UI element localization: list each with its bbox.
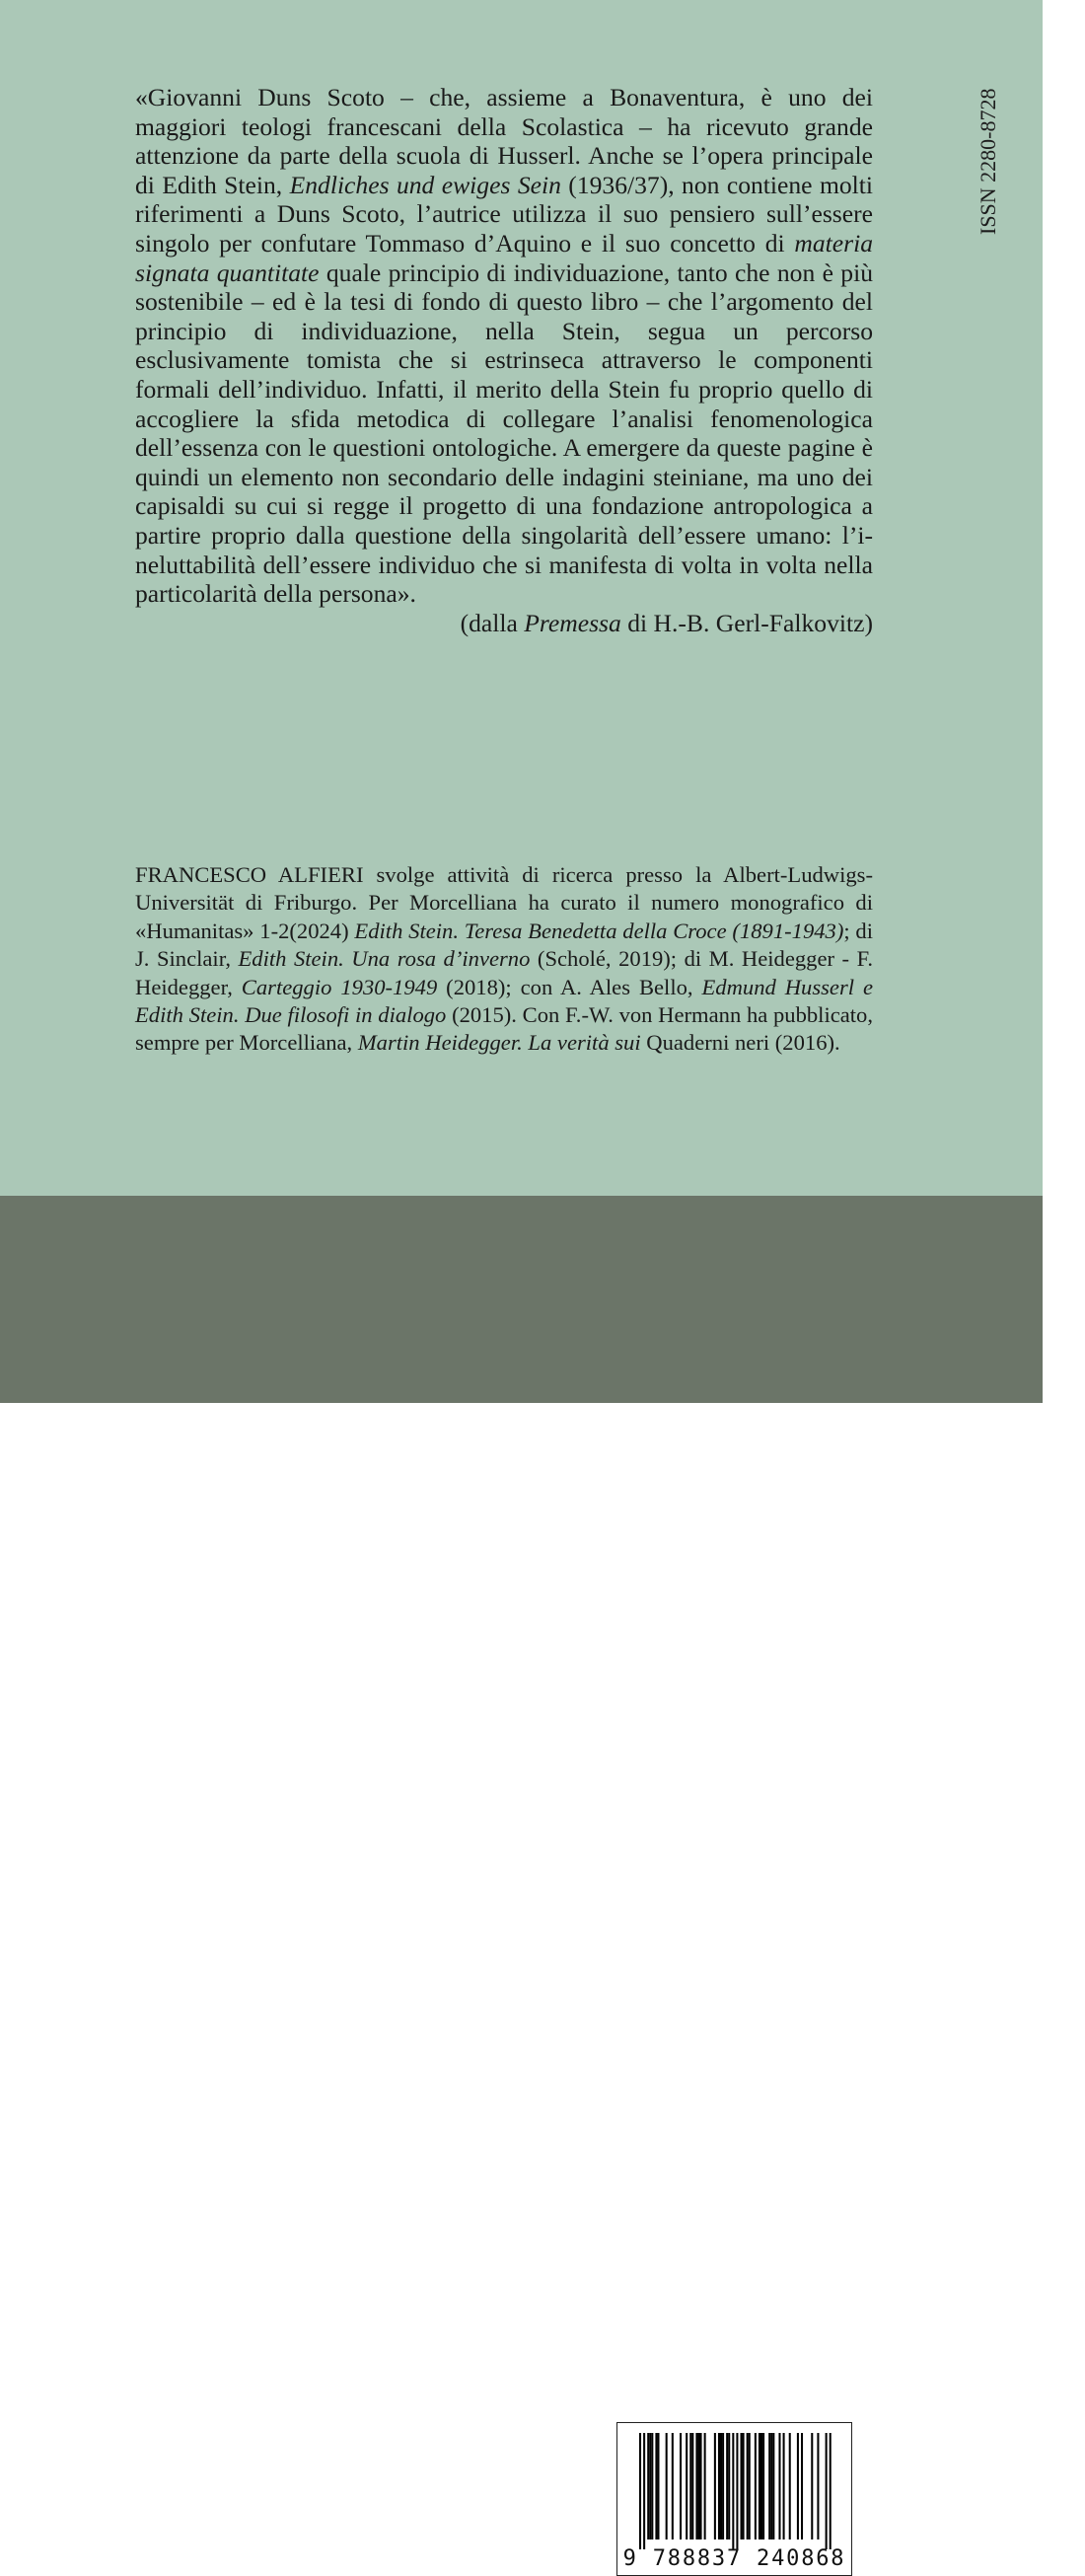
barcode-bar [732, 2433, 734, 2549]
barcode-bar [736, 2433, 738, 2549]
barcode-bar [817, 2433, 819, 2539]
barcode-bar [647, 2433, 649, 2539]
barcode-bar [749, 2433, 751, 2539]
barcode-bar [759, 2433, 760, 2539]
italic-text: Carteggio 1930-1949 [241, 974, 438, 999]
barcode-bar [743, 2433, 745, 2539]
barcode-bar [649, 2433, 651, 2539]
text-segment: (1936/37), non contiene molti riferimenti a Duns Scoto, l’autrice utilizza il suo pensiero sull’essere singolo per confutare Tommaso d’Aquino e il suo concetto di [135, 170, 873, 258]
italic-text: materia signata quantitate [135, 228, 873, 287]
barcode-bar [700, 2433, 702, 2539]
text-segment: ; di J. Sinclair, [135, 918, 873, 972]
barcode-bar [747, 2433, 749, 2539]
text-segment: di H.-B. Gerl-Falkovitz) [620, 608, 873, 637]
text-segment: (Scholé, 2019); di M. Heidegger - F. Heidegger, [135, 946, 873, 999]
barcode-bar [772, 2433, 774, 2539]
text-segment: Quaderni neri (2016). [640, 1030, 840, 1056]
author-bio-text [135, 861, 873, 1058]
italic-text: Martin Heidegger. La verità sui [357, 1030, 641, 1056]
italic-text: Premessa [524, 608, 621, 637]
text-segment: (2018); con A. Ales Bello, [437, 974, 702, 999]
text-segment: (2015). Con F.-W. von Hermann ha pubblicato, sempre per Morcelliana, [135, 1002, 874, 1056]
barcode-bar [768, 2433, 770, 2539]
italic-text: Edith Stein. Una rosa d’inverno [238, 946, 531, 972]
barcode-bar [726, 2433, 728, 2539]
text-segment: (dalla [460, 608, 525, 637]
barcode-bar [666, 2433, 668, 2539]
barcode-bar [741, 2433, 743, 2539]
barcode-bar [722, 2433, 724, 2539]
barcode-bar [672, 2433, 674, 2539]
barcode-bar [760, 2433, 762, 2539]
barcode-bar [680, 2433, 682, 2539]
barcode-bar [651, 2433, 653, 2539]
barcode-bar [689, 2433, 691, 2539]
barcode-bar [704, 2433, 706, 2539]
barcode-bar [718, 2433, 720, 2539]
blurb [135, 83, 873, 637]
barcode-bar [643, 2433, 645, 2549]
barcode-bar [797, 2433, 799, 2539]
barcode-bar [691, 2433, 693, 2539]
blurb-quote [135, 83, 873, 609]
italic-text: Endliches und ewiges Sein [289, 170, 561, 199]
barcode-bar [811, 2433, 813, 2539]
text-segment: «Giovanni Duns Scoto – che, assieme a Bonaventura, è uno dei maggiori teologi francescani della Scolastica – ha ricevuto grande attenzione da parte della scuola di Husserl. Anche se l’opera principale di Edith Stein, [135, 83, 873, 199]
barcode-bar [755, 2433, 757, 2539]
barcode-bar [762, 2433, 764, 2539]
barcode-bar [697, 2433, 699, 2539]
barcode-bar [639, 2433, 641, 2549]
barcode-bar [686, 2433, 687, 2539]
barcode-bar [778, 2433, 780, 2539]
barcode-bar [783, 2433, 785, 2539]
barcode-bar [770, 2433, 772, 2539]
barcode-bar [657, 2433, 659, 2539]
italic-text: Edmund Husserl e Edith Stein. Due filosofi in dialogo [135, 974, 873, 1028]
barcode-bar [826, 2433, 828, 2549]
author-bio [135, 861, 873, 1058]
barcode-bar [695, 2433, 697, 2539]
text-segment: quale principio di individuazione, tanto che non è più sostenibile – ed è la tesi di fondo di questo libro – che l’argomento del principio di individuazione, nella Stein, segua un percorso esclusivamente tomista che si estrinseca attraverso le componenti formali dell’individuo. Infatti, il merito della Stein fu proprio quello di accogliere la sfida metodica di collegare l’analisi fenomenologica dell’essenza con le questioni ontologiche. A emergere da queste pagine è quindi un elemento non secondario delle indagini steiniane, ma uno dei capisaldi su cui si regge il progetto di una fondazione antropologica a partire proprio dalla questione della singolarità dell’essere umano: l’ineluttabilità dell’essere individuo che si manifesta di volta in volta nella particolarità della persona». [135, 258, 874, 609]
blurb-attribution [135, 609, 873, 638]
barcode-bar [801, 2433, 803, 2539]
italic-text: Edith Stein. Teresa Benedetta della Croce (1891-1943) [354, 918, 844, 943]
text-segment: FRANCESCO ALFIERI svolge attività di ricerca presso la Albert-Ludwigs-Universität di Friburgo. Per Morcelliana ha curato il numero monografico di «Humanitas» 1-2(2024) [135, 862, 873, 943]
barcode-bar [728, 2433, 730, 2539]
barcode-bar [720, 2433, 722, 2539]
barcode-bar [714, 2433, 716, 2539]
barcode-digits: 9 788837 240868 [622, 2546, 846, 2571]
issn-label: ISSN 2280-8728 [976, 88, 1000, 235]
bottom-band [0, 1196, 1043, 2571]
barcode-bar [789, 2433, 791, 2539]
barcode-bar [655, 2433, 657, 2539]
barcode [616, 2422, 852, 2576]
barcode-bar [830, 2433, 832, 2549]
price-label: € 25,00 [135, 2525, 218, 2555]
